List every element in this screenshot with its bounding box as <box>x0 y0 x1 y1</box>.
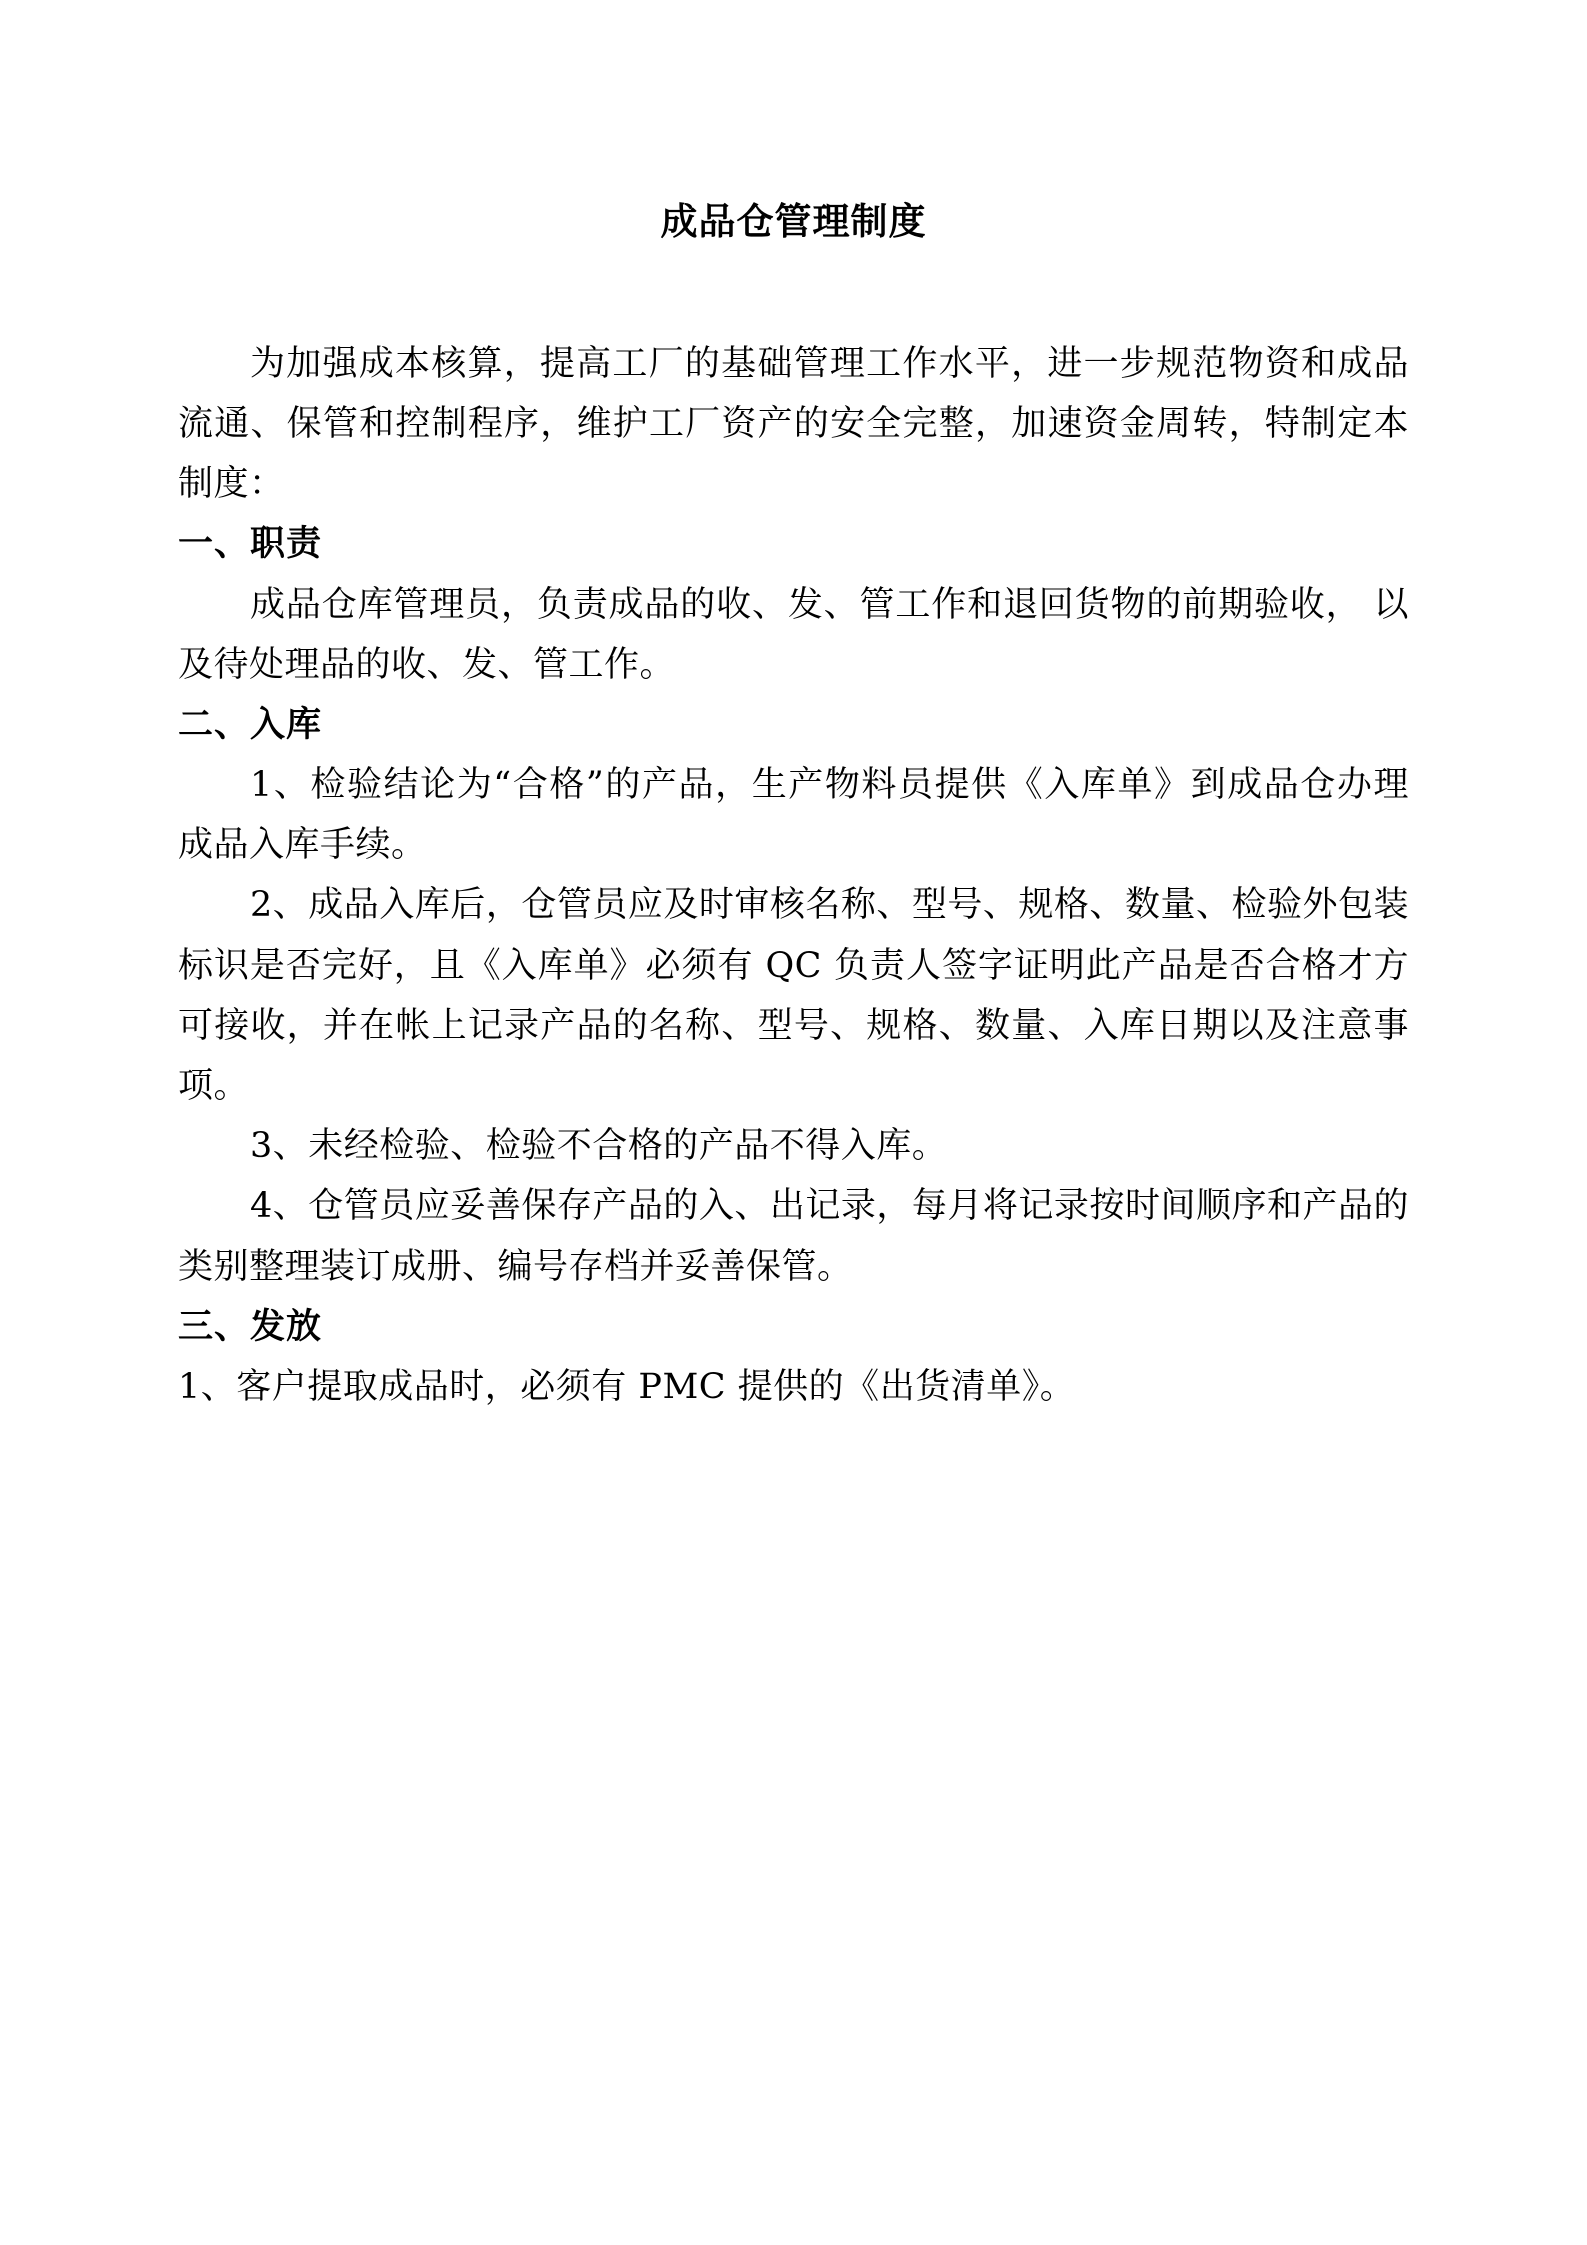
section-2-item-1: 1、检验结论为“合格”的产品，生产物料员提供《入库单》到成品仓办理成品入库手续。 <box>178 765 1409 866</box>
section-3-item-1: 1、客户提取成品时，必须有 PMC 提供的《出货清单》。 <box>178 1366 1076 1407</box>
section-1-paragraph: 成品仓库管理员，负责成品的收、发、管工作和退回货物的前期验收， 以及待处理品的收、发、管工作。 <box>178 584 1409 685</box>
section-heading-2: 二、入库 <box>178 704 323 745</box>
section-2-item-4: 4、仓管员应妥善保存产品的入、出记录，每月将记录按时间顺序和产品的类别整理装订成册、编号存档并妥善保管。 <box>178 1186 1409 1287</box>
page-title: 成品仓管理制度 <box>660 200 927 243</box>
intro-paragraph: 为加强成本核算，提高工厂的基础管理工作水平，进一步规范物资和成品流通、保管和控制程序，维护工厂资产的安全完整，加速资金周转，特制定本制度： <box>178 343 1409 505</box>
section-2-item-3: 3、未经检验、检验不合格的产品不得入库。 <box>250 1126 948 1167</box>
section-heading-1: 一、职责 <box>178 524 323 565</box>
document-body <box>178 334 1409 1417</box>
section-heading-3: 三、发放 <box>178 1306 323 1347</box>
section-2-item-2: 2、成品入库后，仓管员应及时审核名称、型号、规格、数量、检验外包装标识是否完好，且《入库单》必须有 QC 负责人签字证明此产品是否合格才方可接收，并在帐上记录产品的名称、型号、规格、数量、入库日期以及注意事项。 <box>178 885 1409 1107</box>
